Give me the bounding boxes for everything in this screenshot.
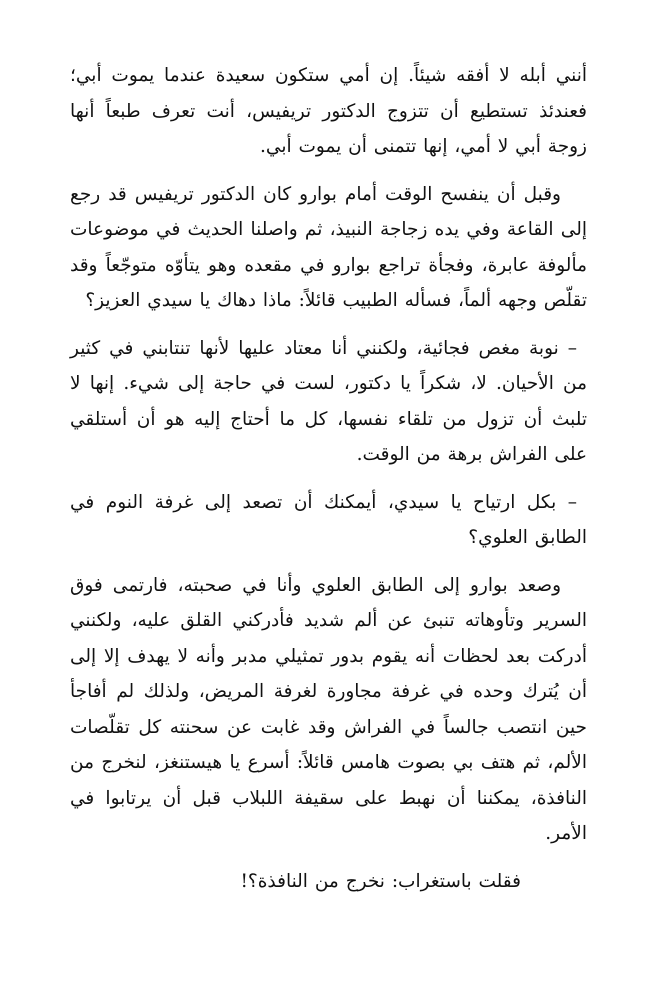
book-page bbox=[70, 58, 587, 990]
paragraph-1: أنني أبله لا أفقه شيئاً. إن أمي ستكون سعيدة عندما يموت أبي؛ فعندئذ تستطيع أن تتزوج الدكتور تريفيس، أنت تعرف طبعاً أنها زوجة أبي لا أمي، إنها تتمنى أن يموت أبي. bbox=[70, 65, 587, 157]
paragraph-2: وقبل أن ينفسح الوقت أمام بوارو كان الدكتور تريفيس قد رجع إلى القاعة وفي يده زجاجة النبيذ، ثم واصلنا الحديث في موضوعات مألوفة عابرة، وفجأة تراجع بوارو في مقعده وهو يتأوّه متوجّعاً وقد تقلّص وجهه ألماً، فسأله الطبيب قائلاً: ماذا دهاك يا سيدي العزيز؟ bbox=[70, 183, 587, 311]
dialogue-paragraph-2: – بكل ارتياح يا سيدي، أيمكنك أن تصعد إلى غرفة النوم في الطابق العلوي؟ bbox=[70, 491, 587, 548]
paragraph-3: وصعد بوارو إلى الطابق العلوي وأنا في صحبته، فارتمى فوق السرير وتأوهاته تنبئ عن ألم شديد فأدركني القلق عليه، ولكنني أدركت بعد لحظات أنه يقوم بدور تمثيلي مدبر وأنه لا يهدف إلا إلى أن يُترك وحده في غرفة مجاورة لغرفة المريض، ولذلك لم أفاجأ حين انتصب جالساً في الفراش وقد غابت عن سحنته كل تقلّصات الألم، ثم هتف بي بصوت هامس قائلاً: أسرع يا هيستنغز، لنخرج من النافذة، يمكننا أن نهبط على سقيفة اللبلاب قبل أن يرتابوا في الأمر. bbox=[70, 574, 587, 844]
dialogue-paragraph-1: – نوبة مغص فجائية، ولكنني أنا معتاد عليها لأنها تنتابني في كثير من الأحيان. لا، شكراً يا دكتور، لست في حاجة إلى شيء. إنها لا تلبث أن تزول من تلقاء نفسها، كل ما أحتاج إليه هو أن أستلقي على الفراش برهة من الوقت. bbox=[70, 337, 587, 465]
paragraph-4: فقلت باستغراب: نخرج من النافذة؟! bbox=[240, 870, 521, 892]
